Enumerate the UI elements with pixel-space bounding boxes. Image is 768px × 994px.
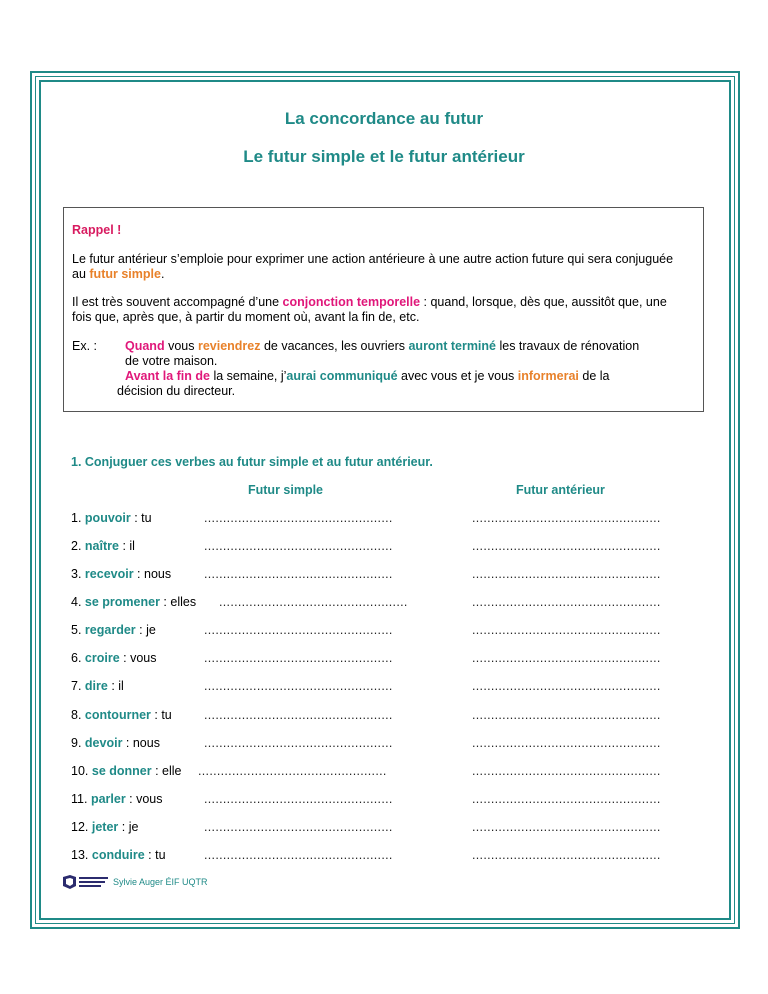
rappel-heading: Rappel ! [72,223,122,237]
row-label [71,651,157,665]
row-verb: regarder [84,623,136,637]
ex1-text-f: les travaux de rénovation [496,339,640,353]
row-verb: dire [84,679,108,693]
column-header-futur-simple: Futur simple [248,483,324,497]
row-number: 8. [71,708,82,722]
row-pronoun: : il [118,539,135,553]
futur-anterieur-blank[interactable]: .................................................. [472,623,661,637]
example-2-line-1 [125,369,609,384]
example-label: Ex. : [72,339,98,353]
row-number: 7. [71,679,82,693]
futur-anterieur-blank[interactable]: .................................................. [472,764,661,778]
row-pronoun: : elle [151,764,182,778]
ex1-futur-anterieur: auront terminé [408,339,496,353]
row-verb: recevoir [84,567,134,581]
futur-anterieur-blank[interactable]: .................................................. [472,651,661,665]
exercise-row [71,848,671,864]
row-verb: se donner [91,764,152,778]
exercise-row [71,651,671,667]
exercise-row [71,792,671,808]
futur-anterieur-blank[interactable]: .................................................. [472,820,661,834]
row-pronoun: : vous [119,651,157,665]
futur-anterieur-blank[interactable]: .................................................. [472,679,661,693]
example-2-line-2: décision du directeur. [117,384,236,398]
page-title: La concordance au futur [284,109,484,128]
row-pronoun: : je [135,623,156,637]
row-label [71,820,138,834]
exercise-title: 1. Conjuguer ces verbes au futur simple et au futur antérieur. [71,455,433,469]
ex1-conjunction: Quand [125,339,165,353]
futur-simple-blank[interactable]: .................................................. [204,623,393,637]
ex2-futur-simple: informerai [517,369,579,383]
row-pronoun: : il [107,679,124,693]
ex1-text-d: de vacances, les ouvriers [260,339,409,353]
row-pronoun: : vous [125,792,163,806]
futur-simple-blank[interactable]: .................................................. [204,539,393,553]
futur-anterieur-blank[interactable]: .................................................. [472,708,661,722]
exercise-row [71,679,671,695]
row-number: 10. [71,764,89,778]
row-pronoun: : nous [133,567,172,581]
footer-credit: Sylvie Auger ÉIF UQTR [113,877,208,887]
row-number: 4. [71,595,82,609]
row-label [71,539,135,553]
futur-simple-blank[interactable]: .................................................. [204,511,393,525]
ex2-text-d: avec vous et je vous [397,369,518,383]
exercise-row [71,567,671,583]
futur-simple-blank[interactable]: .................................................. [204,820,393,834]
futur-simple-blank[interactable]: .................................................. [204,848,393,862]
row-pronoun: : tu [144,848,166,862]
exercise-row [71,764,671,780]
row-number: 5. [71,623,82,637]
exercise-row [71,595,671,611]
row-verb: croire [84,651,120,665]
exercise-row [71,820,671,836]
rappel-box [63,207,704,412]
futur-anterieur-blank[interactable]: .................................................. [472,595,661,609]
row-number: 12. [71,820,89,834]
school-logo-icon [62,874,110,890]
row-verb: conduire [91,848,145,862]
row-label [71,567,171,581]
row-number: 1. [71,511,82,525]
row-verb: naître [84,539,119,553]
ex1-futur-simple: reviendrez [197,339,261,353]
futur-anterieur-blank[interactable]: .................................................. [472,792,661,806]
row-number: 6. [71,651,82,665]
row-label [71,623,156,637]
ex2-text-b: la semaine, j’ [209,369,287,383]
p2-end: : quand, lorsque, dès que, aussitôt que, une fois que, après que, à partir du moment où, avant la fin de, etc. [72,295,667,324]
row-label [71,764,182,778]
row-verb: parler [90,792,126,806]
exercise-row [71,511,671,527]
example-1-line-2: de votre maison. [125,354,218,368]
futur-simple-blank[interactable]: .................................................. [198,764,387,778]
futur-anterieur-blank[interactable]: .................................................. [472,567,661,581]
example-1-line-1 [125,339,639,354]
row-pronoun: : je [118,820,139,834]
futur-simple-blank[interactable]: .................................................. [204,708,393,722]
row-label [71,679,124,693]
row-verb: jeter [91,820,119,834]
row-verb: se promener [84,595,160,609]
futur-simple-blank[interactable]: .................................................. [204,651,393,665]
ex2-text-f: de la [578,369,610,383]
futur-anterieur-blank[interactable]: .................................................. [472,539,661,553]
row-number: 11. [71,792,88,806]
row-label [71,736,160,750]
row-number: 3. [71,567,82,581]
row-label [71,511,152,525]
futur-simple-blank[interactable]: .................................................. [204,736,393,750]
row-label [71,792,163,806]
exercise-row [71,623,671,639]
row-pronoun: : tu [130,511,152,525]
row-pronoun: : elles [159,595,197,609]
exercise-row [71,736,671,752]
ex2-futur-anterieur: aurai communiqué [286,369,398,383]
exercise-row [71,539,671,555]
row-number: 9. [71,736,82,750]
p1-text: Le futur antérieur s’emploie pour exprimer une action antérieure à une autre action future qui sera conjuguée au [72,252,674,281]
row-verb: devoir [84,736,123,750]
row-pronoun: : tu [150,708,172,722]
row-label [71,595,196,609]
row-label [71,848,166,862]
p2-highlight: conjonction temporelle [282,295,421,309]
row-number: 13. [71,848,89,862]
row-label [71,708,172,722]
ex1-text-b: vous [164,339,198,353]
p1-highlight: futur simple [89,267,161,281]
rappel-paragraph-2 [72,295,687,325]
futur-anterieur-blank[interactable]: .................................................. [472,736,661,750]
exercise-row [71,708,671,724]
futur-anterieur-blank[interactable]: .................................................. [472,848,661,862]
p1-end: . [160,267,165,281]
row-verb: pouvoir [84,511,131,525]
column-header-futur-anterieur: Futur antérieur [516,483,605,497]
footer [62,874,208,890]
futur-simple-blank[interactable]: .................................................. [204,679,393,693]
futur-simple-blank[interactable]: .................................................. [204,567,393,581]
futur-anterieur-blank[interactable]: .................................................. [472,511,661,525]
row-number: 2. [71,539,82,553]
ex2-conjunction: Avant la fin de [125,369,210,383]
page-subtitle: Le futur simple et le futur antérieur [243,147,525,166]
row-verb: contourner [84,708,151,722]
futur-simple-blank[interactable]: .................................................. [204,792,393,806]
futur-simple-blank[interactable]: .................................................. [219,595,408,609]
p2-start: Il est très souvent accompagné d’une [72,295,283,309]
rappel-paragraph-1 [72,252,687,282]
row-pronoun: : nous [122,736,160,750]
